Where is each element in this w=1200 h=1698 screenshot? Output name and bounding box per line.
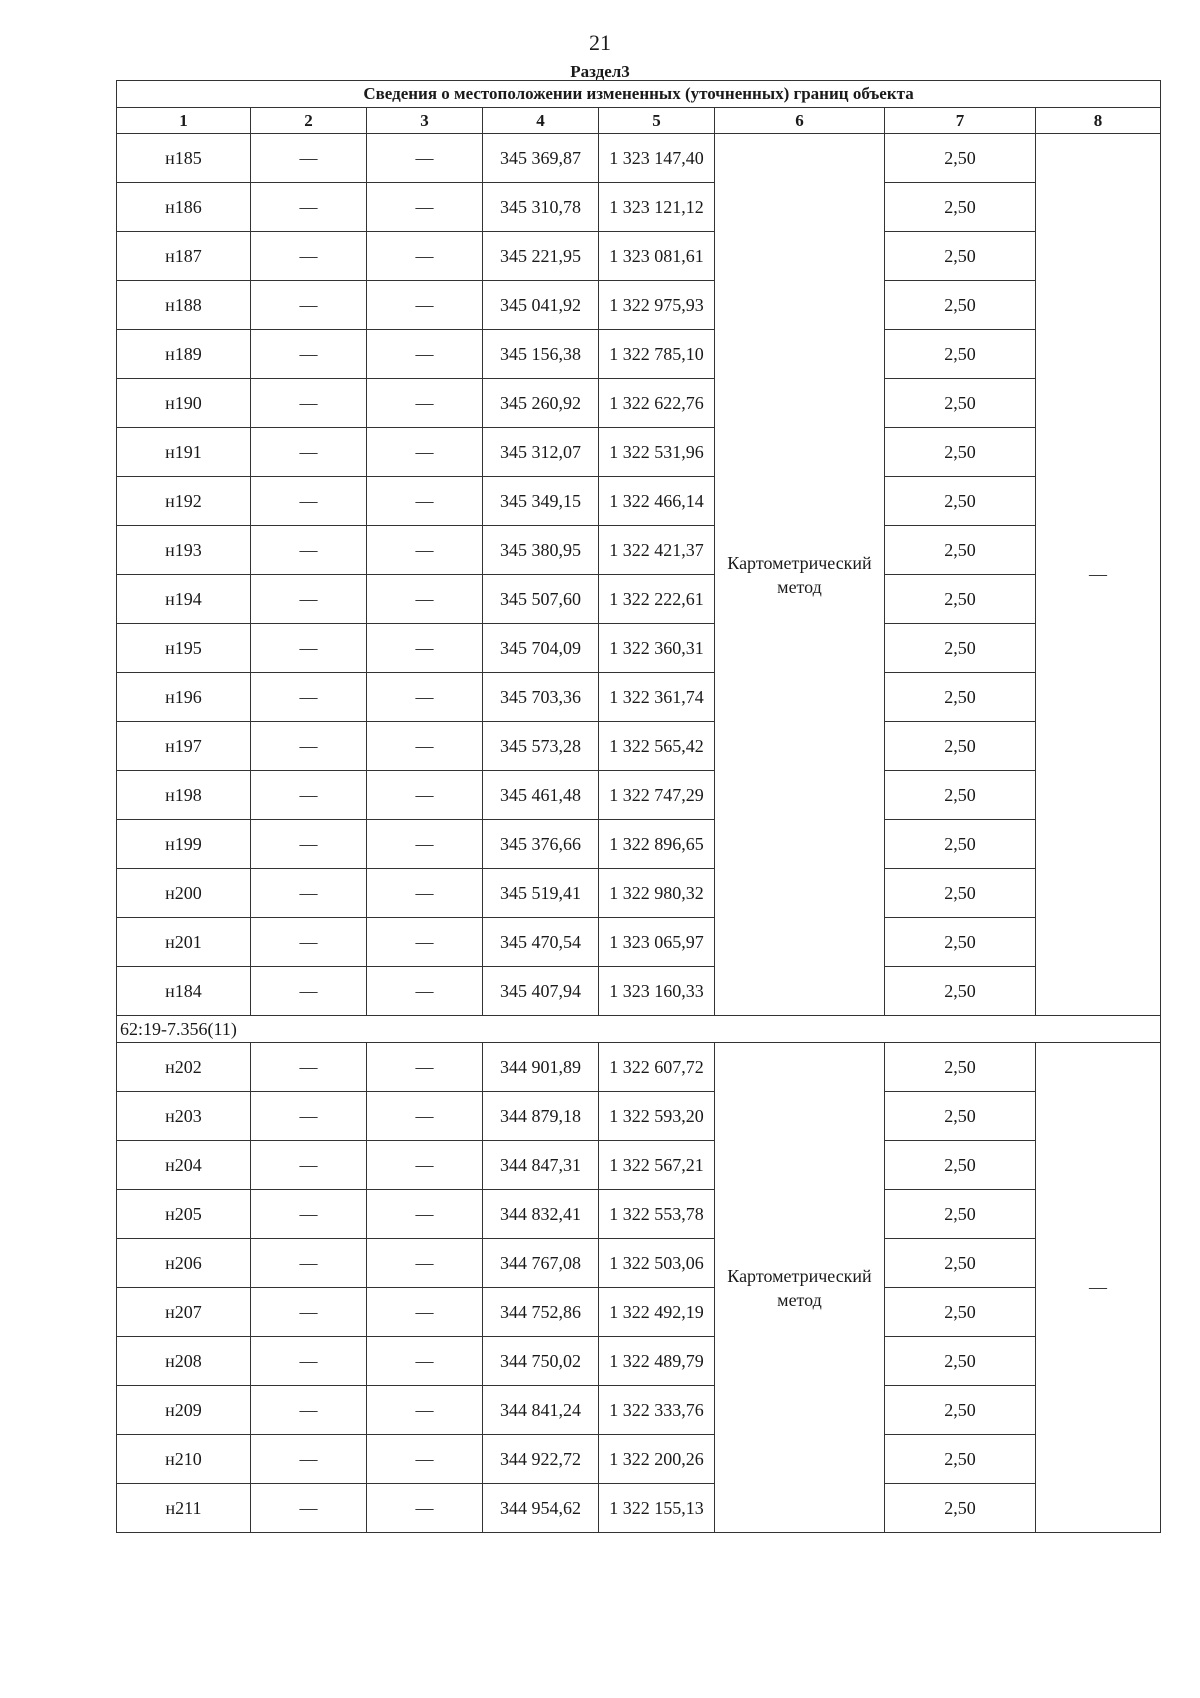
x-coordinate-cell: 345 380,95 (483, 526, 599, 575)
accuracy-cell: 2,50 (885, 1337, 1036, 1386)
x-coordinate-cell: 345 470,54 (483, 918, 599, 967)
table-row (117, 967, 1161, 1016)
y-coordinate-cell: 1 322 503,06 (599, 1239, 715, 1288)
y-coordinate-cell: 1 323 081,61 (599, 232, 715, 281)
table-row (117, 820, 1161, 869)
point-name-cell: н198 (117, 771, 251, 820)
point-name-cell: н185 (117, 134, 251, 183)
point-name-cell: н209 (117, 1386, 251, 1435)
point-name-cell: н193 (117, 526, 251, 575)
table-row (117, 918, 1161, 967)
x-coordinate-cell: 344 767,08 (483, 1239, 599, 1288)
y-coordinate-cell: 1 323 121,12 (599, 183, 715, 232)
y-coordinate-cell: 1 322 747,29 (599, 771, 715, 820)
method-text-line: метод (777, 576, 822, 597)
table-row (117, 232, 1161, 281)
point-name-cell: н197 (117, 722, 251, 771)
column-3-cell: — (367, 673, 483, 722)
column-2-cell: — (251, 673, 367, 722)
column-3-cell: — (367, 330, 483, 379)
table-row (117, 575, 1161, 624)
column-header: 2 (251, 108, 367, 134)
point-name-cell: н204 (117, 1141, 251, 1190)
accuracy-cell: 2,50 (885, 379, 1036, 428)
column-2-cell: — (251, 771, 367, 820)
x-coordinate-cell: 344 752,86 (483, 1288, 599, 1337)
point-name-cell: н195 (117, 624, 251, 673)
method-cell (715, 1043, 885, 1533)
y-coordinate-cell: 1 322 333,76 (599, 1386, 715, 1435)
column-2-cell: — (251, 1288, 367, 1337)
table-row (117, 1239, 1161, 1288)
x-coordinate-cell: 345 221,95 (483, 232, 599, 281)
accuracy-cell: 2,50 (885, 624, 1036, 673)
column-3-cell: — (367, 1386, 483, 1435)
x-coordinate-cell: 345 312,07 (483, 428, 599, 477)
point-name-cell: н196 (117, 673, 251, 722)
x-coordinate-cell: 345 310,78 (483, 183, 599, 232)
column-3-cell: — (367, 624, 483, 673)
accuracy-cell: 2,50 (885, 1190, 1036, 1239)
x-coordinate-cell: 345 260,92 (483, 379, 599, 428)
table-row (117, 624, 1161, 673)
accuracy-cell: 2,50 (885, 477, 1036, 526)
column-3-cell: — (367, 134, 483, 183)
y-coordinate-cell: 1 322 155,13 (599, 1484, 715, 1533)
column-2-cell: — (251, 722, 367, 771)
point-name-cell: н187 (117, 232, 251, 281)
table-row (117, 281, 1161, 330)
y-coordinate-cell: 1 322 975,93 (599, 281, 715, 330)
point-name-cell: н192 (117, 477, 251, 526)
x-coordinate-cell: 344 841,24 (483, 1386, 599, 1435)
x-coordinate-cell: 345 041,92 (483, 281, 599, 330)
accuracy-cell: 2,50 (885, 918, 1036, 967)
column-2-cell: — (251, 1337, 367, 1386)
column-3-cell: — (367, 869, 483, 918)
accuracy-cell: 2,50 (885, 1288, 1036, 1337)
point-name-cell: н189 (117, 330, 251, 379)
x-coordinate-cell: 345 156,38 (483, 330, 599, 379)
column-2-cell: — (251, 281, 367, 330)
column-2-cell: — (251, 526, 367, 575)
x-coordinate-cell: 344 922,72 (483, 1435, 599, 1484)
accuracy-cell: 2,50 (885, 526, 1036, 575)
parcel-separator-row (117, 1016, 1161, 1043)
y-coordinate-cell: 1 322 607,72 (599, 1043, 715, 1092)
point-name-cell: н199 (117, 820, 251, 869)
column-3-cell: — (367, 1043, 483, 1092)
accuracy-cell: 2,50 (885, 575, 1036, 624)
table-row (117, 428, 1161, 477)
table-row (117, 1386, 1161, 1435)
x-coordinate-cell: 345 349,15 (483, 477, 599, 526)
y-coordinate-cell: 1 322 360,31 (599, 624, 715, 673)
column-3-cell: — (367, 771, 483, 820)
column-3-cell: — (367, 722, 483, 771)
x-coordinate-cell: 345 407,94 (483, 967, 599, 1016)
boundary-table (116, 80, 1161, 1533)
table-row (117, 1190, 1161, 1239)
y-coordinate-cell: 1 323 065,97 (599, 918, 715, 967)
accuracy-cell: 2,50 (885, 232, 1036, 281)
column-2-cell: — (251, 869, 367, 918)
table-row (117, 1043, 1161, 1092)
point-name-cell: н202 (117, 1043, 251, 1092)
table-row (117, 183, 1161, 232)
table-row (117, 526, 1161, 575)
y-coordinate-cell: 1 323 147,40 (599, 134, 715, 183)
y-coordinate-cell: 1 323 160,33 (599, 967, 715, 1016)
y-coordinate-cell: 1 322 565,42 (599, 722, 715, 771)
method-text-line: метод (777, 1289, 822, 1310)
column-3-cell: — (367, 183, 483, 232)
x-coordinate-cell: 345 507,60 (483, 575, 599, 624)
column-2-cell: — (251, 477, 367, 526)
y-coordinate-cell: 1 322 492,19 (599, 1288, 715, 1337)
column-header: 3 (367, 108, 483, 134)
column-2-cell: — (251, 330, 367, 379)
accuracy-cell: 2,50 (885, 722, 1036, 771)
column-2-cell: — (251, 1386, 367, 1435)
point-name-cell: н184 (117, 967, 251, 1016)
column-2-cell: — (251, 134, 367, 183)
column-2-cell: — (251, 379, 367, 428)
accuracy-cell: 2,50 (885, 330, 1036, 379)
column-3-cell: — (367, 575, 483, 624)
accuracy-cell: 2,50 (885, 1386, 1036, 1435)
column-8-cell: — (1036, 134, 1161, 1016)
point-name-cell: н200 (117, 869, 251, 918)
point-name-cell: н191 (117, 428, 251, 477)
column-3-cell: — (367, 1337, 483, 1386)
column-2-cell: — (251, 1141, 367, 1190)
accuracy-cell: 2,50 (885, 281, 1036, 330)
x-coordinate-cell: 344 901,89 (483, 1043, 599, 1092)
x-coordinate-cell: 344 879,18 (483, 1092, 599, 1141)
column-3-cell: — (367, 232, 483, 281)
point-name-cell: н207 (117, 1288, 251, 1337)
column-3-cell: — (367, 379, 483, 428)
column-header: 5 (599, 108, 715, 134)
table-row (117, 330, 1161, 379)
column-3-cell: — (367, 918, 483, 967)
method-text-line: Картометрический (727, 552, 872, 573)
column-2-cell: — (251, 1484, 367, 1533)
table-row (117, 673, 1161, 722)
section-label: Раздел3 (570, 62, 630, 81)
parcel-number: 62:19-7.356(11) (117, 1016, 1161, 1043)
x-coordinate-cell: 344 847,31 (483, 1141, 599, 1190)
accuracy-cell: 2,50 (885, 134, 1036, 183)
column-header: 1 (117, 108, 251, 134)
accuracy-cell: 2,50 (885, 1043, 1036, 1092)
column-3-cell: — (367, 1092, 483, 1141)
column-header: 4 (483, 108, 599, 134)
point-name-cell: н211 (117, 1484, 251, 1533)
column-header: 8 (1036, 108, 1161, 134)
y-coordinate-cell: 1 322 222,61 (599, 575, 715, 624)
column-2-cell: — (251, 967, 367, 1016)
column-3-cell: — (367, 967, 483, 1016)
column-2-cell: — (251, 428, 367, 477)
table-row (117, 134, 1161, 183)
table-row (117, 1484, 1161, 1533)
accuracy-cell: 2,50 (885, 1092, 1036, 1141)
point-name-cell: н210 (117, 1435, 251, 1484)
x-coordinate-cell: 345 376,66 (483, 820, 599, 869)
table-title: Сведения о местоположении измененных (уточненных) границ объекта (117, 81, 1161, 108)
point-name-cell: н206 (117, 1239, 251, 1288)
accuracy-cell: 2,50 (885, 820, 1036, 869)
column-2-cell: — (251, 1190, 367, 1239)
column-header: 6 (715, 108, 885, 134)
table-row (117, 1288, 1161, 1337)
y-coordinate-cell: 1 322 622,76 (599, 379, 715, 428)
column-3-cell: — (367, 820, 483, 869)
table-row (117, 1337, 1161, 1386)
column-3-cell: — (367, 1141, 483, 1190)
method-cell (715, 134, 885, 1016)
table-row (117, 869, 1161, 918)
y-coordinate-cell: 1 322 785,10 (599, 330, 715, 379)
accuracy-cell: 2,50 (885, 771, 1036, 820)
x-coordinate-cell: 345 573,28 (483, 722, 599, 771)
y-coordinate-cell: 1 322 421,37 (599, 526, 715, 575)
y-coordinate-cell: 1 322 567,21 (599, 1141, 715, 1190)
accuracy-cell: 2,50 (885, 967, 1036, 1016)
table-row (117, 477, 1161, 526)
column-2-cell: — (251, 624, 367, 673)
point-name-cell: н205 (117, 1190, 251, 1239)
x-coordinate-cell: 345 703,36 (483, 673, 599, 722)
column-3-cell: — (367, 526, 483, 575)
column-header-row (117, 108, 1161, 134)
accuracy-cell: 2,50 (885, 1435, 1036, 1484)
y-coordinate-cell: 1 322 553,78 (599, 1190, 715, 1239)
y-coordinate-cell: 1 322 361,74 (599, 673, 715, 722)
column-2-cell: — (251, 183, 367, 232)
point-name-cell: н208 (117, 1337, 251, 1386)
y-coordinate-cell: 1 322 489,79 (599, 1337, 715, 1386)
x-coordinate-cell: 345 519,41 (483, 869, 599, 918)
y-coordinate-cell: 1 322 531,96 (599, 428, 715, 477)
column-2-cell: — (251, 918, 367, 967)
accuracy-cell: 2,50 (885, 1141, 1036, 1190)
accuracy-cell: 2,50 (885, 673, 1036, 722)
point-name-cell: н203 (117, 1092, 251, 1141)
point-name-cell: н201 (117, 918, 251, 967)
column-3-cell: — (367, 1484, 483, 1533)
point-name-cell: н188 (117, 281, 251, 330)
page-number: 21 (589, 30, 611, 55)
table-row (117, 1141, 1161, 1190)
point-name-cell: н190 (117, 379, 251, 428)
point-name-cell: н194 (117, 575, 251, 624)
column-3-cell: — (367, 1190, 483, 1239)
column-3-cell: — (367, 428, 483, 477)
point-name-cell: н186 (117, 183, 251, 232)
y-coordinate-cell: 1 322 200,26 (599, 1435, 715, 1484)
column-3-cell: — (367, 1288, 483, 1337)
column-2-cell: — (251, 1092, 367, 1141)
y-coordinate-cell: 1 322 593,20 (599, 1092, 715, 1141)
x-coordinate-cell: 344 832,41 (483, 1190, 599, 1239)
column-header: 7 (885, 108, 1036, 134)
column-2-cell: — (251, 1043, 367, 1092)
table-row (117, 1435, 1161, 1484)
column-3-cell: — (367, 477, 483, 526)
table-row (117, 379, 1161, 428)
accuracy-cell: 2,50 (885, 183, 1036, 232)
x-coordinate-cell: 344 954,62 (483, 1484, 599, 1533)
column-3-cell: — (367, 281, 483, 330)
x-coordinate-cell: 345 461,48 (483, 771, 599, 820)
accuracy-cell: 2,50 (885, 1484, 1036, 1533)
column-2-cell: — (251, 1239, 367, 1288)
accuracy-cell: 2,50 (885, 1239, 1036, 1288)
table-row (117, 771, 1161, 820)
y-coordinate-cell: 1 322 466,14 (599, 477, 715, 526)
accuracy-cell: 2,50 (885, 869, 1036, 918)
column-2-cell: — (251, 232, 367, 281)
x-coordinate-cell: 344 750,02 (483, 1337, 599, 1386)
x-coordinate-cell: 345 369,87 (483, 134, 599, 183)
column-2-cell: — (251, 1435, 367, 1484)
column-2-cell: — (251, 575, 367, 624)
column-3-cell: — (367, 1435, 483, 1484)
accuracy-cell: 2,50 (885, 428, 1036, 477)
x-coordinate-cell: 345 704,09 (483, 624, 599, 673)
table-row (117, 1092, 1161, 1141)
column-2-cell: — (251, 820, 367, 869)
table-row (117, 722, 1161, 771)
y-coordinate-cell: 1 322 980,32 (599, 869, 715, 918)
y-coordinate-cell: 1 322 896,65 (599, 820, 715, 869)
method-text-line: Картометрический (727, 1265, 872, 1286)
column-8-cell: — (1036, 1043, 1161, 1533)
column-3-cell: — (367, 1239, 483, 1288)
